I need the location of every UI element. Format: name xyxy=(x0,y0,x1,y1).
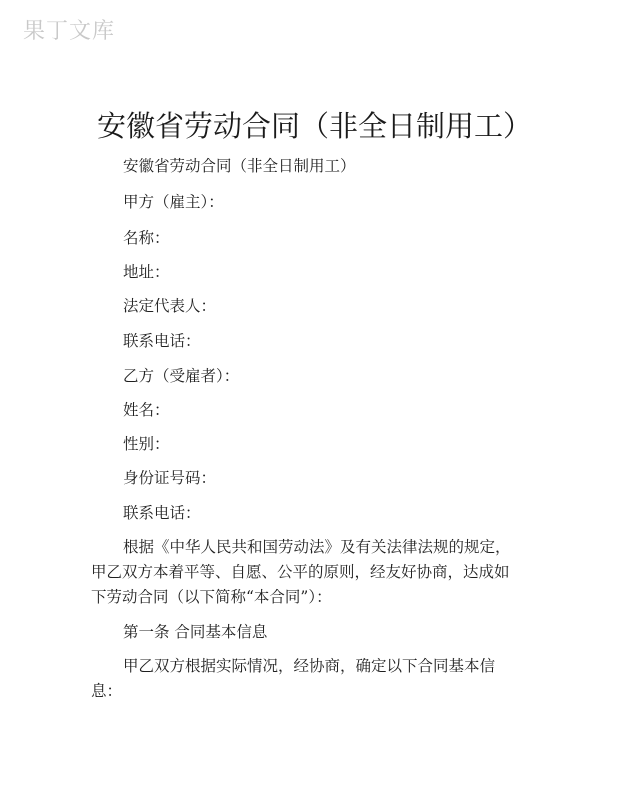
party-b-phone-field: 联系电话： xyxy=(123,504,201,522)
watermark-logo: 果丁文库 xyxy=(23,19,116,44)
party-a-phone-field: 联系电话： xyxy=(123,332,201,350)
party-b-id-field: 身份证号码： xyxy=(123,469,217,487)
party-a-legal-rep-field: 法定代表人： xyxy=(123,297,217,315)
intro-paragraph-line-2: 甲乙双方本着平等、自愿、公平的原则，经友好协商，达成如 xyxy=(91,563,510,581)
party-b-gender-field: 性别： xyxy=(123,435,170,453)
intro-paragraph-line-3: 下劳动合同（以下简称“本合同”）： xyxy=(91,588,332,606)
intro-paragraph-line-1: 根据《中华人民共和国劳动法》及有关法律法规的规定， xyxy=(123,538,511,556)
party-b-heading: 乙方（受雇者）： xyxy=(123,367,240,385)
party-a-name-field: 名称： xyxy=(123,229,170,247)
document-subtitle: 安徽省劳动合同（非全日制用工） xyxy=(123,157,356,175)
article-1-paragraph-line-2: 息： xyxy=(91,682,123,700)
document-title: 安徽省劳动合同（非全日制用工） xyxy=(97,109,533,143)
party-a-heading: 甲方（雇主）： xyxy=(123,193,224,211)
party-a-address-field: 地址： xyxy=(123,263,170,281)
article-1-heading: 第一条 合同基本信息 xyxy=(123,623,268,641)
article-1-paragraph-line-1: 甲乙双方根据实际情况，经协商，确定以下合同基本信 xyxy=(123,657,496,675)
party-b-name-field: 姓名： xyxy=(123,401,170,419)
